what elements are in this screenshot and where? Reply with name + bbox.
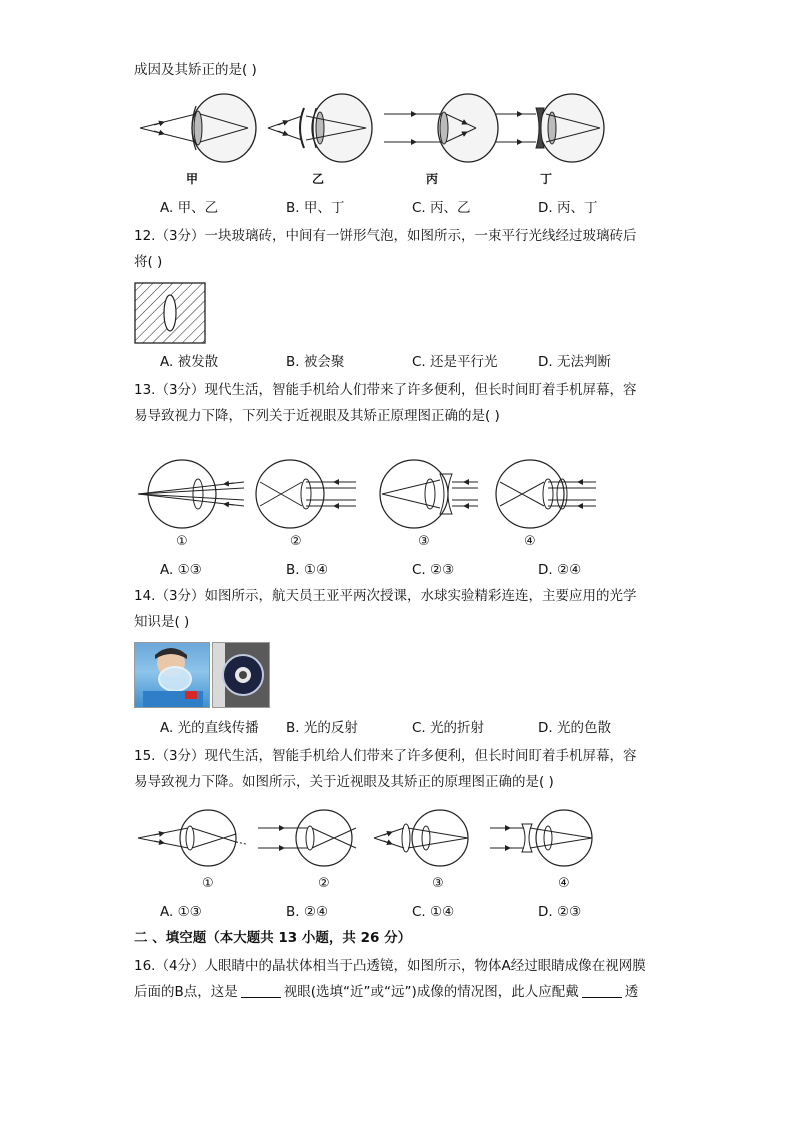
q16-text-part-c: 透 xyxy=(624,984,639,1000)
q13-fig-label-4: ④ xyxy=(524,534,536,549)
q14-option-c[interactable]: C. 光的折射 xyxy=(412,720,485,736)
q11-stem-tail: 成因及其矫正的是( ) xyxy=(134,62,257,78)
q13-fig-label-3: ③ xyxy=(418,534,430,549)
q13-diagram-3 xyxy=(380,460,478,528)
q13-diagram-4 xyxy=(496,460,596,528)
q15-fig-label-1: ① xyxy=(202,876,214,891)
q11-option-d[interactable]: D. 丙、丁 xyxy=(538,200,598,216)
q15-fig-label-3: ③ xyxy=(432,876,444,891)
q13-fig-label-1: ① xyxy=(176,534,188,549)
q14-stem-line1: 14.（3分）如图所示，航天员王亚平两次授课，水球实验精彩连连，主要应用的光学 xyxy=(134,588,637,604)
q11-figure xyxy=(134,84,614,190)
q11-option-c[interactable]: C. 丙、乙 xyxy=(412,200,471,216)
q13-option-d[interactable]: D. ②④ xyxy=(538,562,582,578)
q15-option-c[interactable]: C. ①④ xyxy=(412,904,455,920)
q15-diagram-4 xyxy=(490,810,592,866)
q12-stem-line2: 将( ) xyxy=(134,254,163,270)
q11-eye-yi xyxy=(268,94,372,162)
q15-diagram-3 xyxy=(374,810,468,866)
q15-stem-line2: 易导致视力下降。如图所示，关于近视眼及其矫正的原理图正确的是( ) xyxy=(134,774,554,790)
q11-fig-label-1: 甲 xyxy=(186,172,199,186)
q15-fig-label-4: ④ xyxy=(558,876,570,891)
q16-blank-1[interactable] xyxy=(241,983,281,998)
q15-stem-line1: 15.（3分）现代生活，智能手机给人们带来了许多便利，但长时间盯着手机屏幕，容 xyxy=(134,748,637,764)
q16-text-part-a: 后面的B点，这是 xyxy=(134,984,238,1000)
q13-stem-line1: 13.（3分）现代生活，智能手机给人们带来了许多便利，但长时间盯着手机屏幕，容 xyxy=(134,382,637,398)
q12-glass-brick-figure xyxy=(134,282,206,344)
q13-option-c[interactable]: C. ②③ xyxy=(412,562,455,578)
q12-stem-line1: 12.（3分）一块玻璃砖，中间有一饼形气泡，如图所示，一束平行光线经过玻璃砖后 xyxy=(134,228,637,244)
q13-figure xyxy=(134,456,604,549)
q11-fig-label-4: 丁 xyxy=(540,172,553,186)
q14-option-a[interactable]: A. 光的直线传播 xyxy=(160,720,259,736)
q15-fig-label-2: ② xyxy=(318,876,330,891)
q13-diagram-2 xyxy=(256,460,356,528)
q15-option-d[interactable]: D. ②③ xyxy=(538,904,582,920)
q12-option-b[interactable]: B. 被会聚 xyxy=(286,354,345,370)
q13-fig-label-2: ② xyxy=(290,534,302,549)
q15-figure xyxy=(134,806,604,891)
q15-option-b[interactable]: B. ②④ xyxy=(286,904,329,920)
q14-photo-astronaut xyxy=(134,642,210,708)
q16-stem-line2 xyxy=(134,982,638,1002)
q13-option-a[interactable]: A. ①③ xyxy=(160,562,202,578)
q15-diagram-2 xyxy=(258,810,356,866)
q12-option-d[interactable]: D. 无法判断 xyxy=(538,354,611,370)
q16-stem-line1: 16.（4分）人眼睛中的晶状体相当于凸透镜，如图所示，物体A经过眼睛成像在视网膜 xyxy=(134,958,646,974)
q12-option-a[interactable]: A. 被发散 xyxy=(160,354,219,370)
q16-text-part-b: 视眼(选填“近”或“远”)成像的情况图，此人应配戴 xyxy=(283,984,579,1000)
q11-fig-label-3: 丙 xyxy=(426,172,439,186)
q15-diagram-1 xyxy=(138,810,246,866)
q15-option-a[interactable]: A. ①③ xyxy=(160,904,202,920)
q13-option-b[interactable]: B. ①④ xyxy=(286,562,329,578)
q16-blank-2[interactable] xyxy=(582,983,622,998)
q11-option-b[interactable]: B. 甲、丁 xyxy=(286,200,345,216)
q11-eye-ding xyxy=(496,94,604,162)
q11-eye-jia xyxy=(140,94,256,162)
q14-stem-line2: 知识是( ) xyxy=(134,614,190,630)
q11-option-a[interactable]: A. 甲、乙 xyxy=(160,200,219,216)
q14-option-d[interactable]: D. 光的色散 xyxy=(538,720,611,736)
q13-diagram-1 xyxy=(138,460,244,528)
q13-stem-line2: 易导致视力下降，下列关于近视眼及其矫正原理图正确的是( ) xyxy=(134,408,500,424)
section-fill-in-title: 二 、填空题（本大题共 13 小题，共 26 分） xyxy=(134,930,412,946)
q14-option-b[interactable]: B. 光的反射 xyxy=(286,720,358,736)
q11-eye-bing xyxy=(384,94,498,162)
q14-photo-water-ball xyxy=(212,642,270,708)
q11-fig-label-2: 乙 xyxy=(312,172,325,186)
q12-option-c[interactable]: C. 还是平行光 xyxy=(412,354,498,370)
